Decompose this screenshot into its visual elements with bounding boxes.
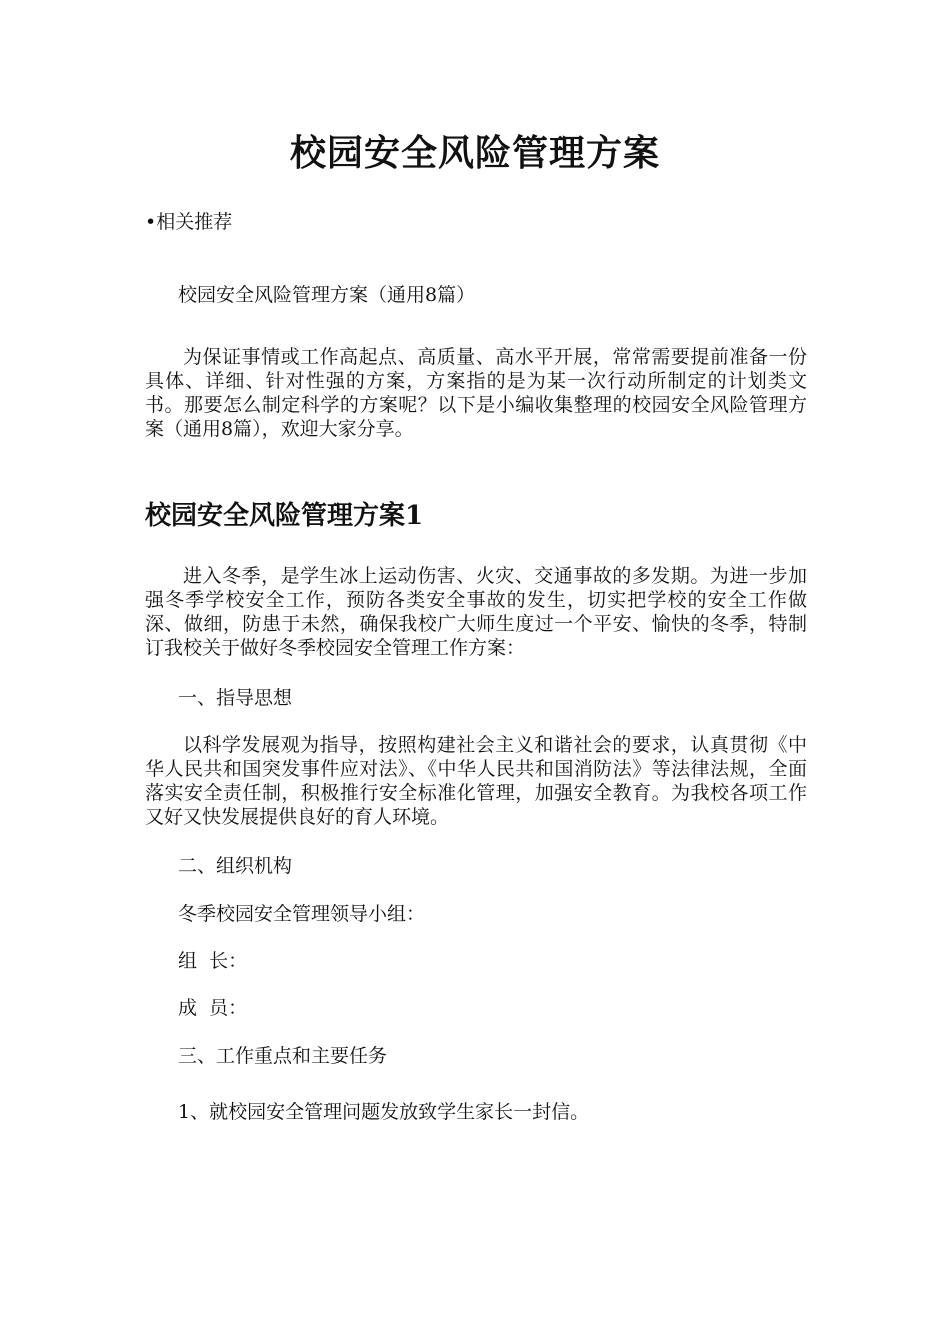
tasks-heading: 三、工作重点和主要任务	[178, 1045, 388, 1067]
section-1-paragraph: 进入冬季，是学生冰上运动伤害、火灾、交通事故的多发期。为进一步加强冬季学校安全工作，预防各类安全事故的发生，切实把学校的安全工作做深、做细，防患于未然，确保我校广大师生度过一个平安、愉快的冬季，特制订我校关于做好冬季校园安全管理工作方案：	[145, 565, 807, 659]
guiding-ideology-heading: 一、指导思想	[178, 687, 293, 709]
guiding-ideology-paragraph: 以科学发展观为指导，按照构建社会主义和谐社会的要求，认真贯彻《中华人民共和国突发事件应对法》、《中华人民共和国消防法》等法律法规，全面落实安全责任制，积极推行安全标准化管理，加强安全教育。为我校各项工作又好又快发展提供良好的育人环境。	[145, 734, 807, 828]
intro-paragraph: 为保证事情或工作高起点、高质量、高水平开展，常常需要提前准备一份具体、详细、针对性强的方案，方案指的是为某一次行动所制定的计划类文书。那要怎么制定科学的方案呢？以下是小编收集整理的校园安全风险管理方案（通用8篇），欢迎大家分享。	[145, 346, 807, 440]
section-1-heading: 校园安全风险管理方案1	[145, 501, 424, 531]
document-subtitle: 校园安全风险管理方案（通用8篇）	[178, 284, 476, 306]
organization-members: 成 员：	[178, 997, 248, 1019]
organization-heading: 二、组织机构	[178, 855, 293, 877]
organization-leader: 组 长：	[178, 950, 248, 972]
task-item-1: 1、就校园安全管理问题发放致学生家长一封信。	[178, 1101, 590, 1123]
document-title: 校园安全风险管理方案	[289, 132, 660, 174]
organization-group: 冬季校园安全管理领导小组：	[178, 903, 426, 925]
related-recommendations-link[interactable]: •相关推荐	[145, 211, 233, 233]
